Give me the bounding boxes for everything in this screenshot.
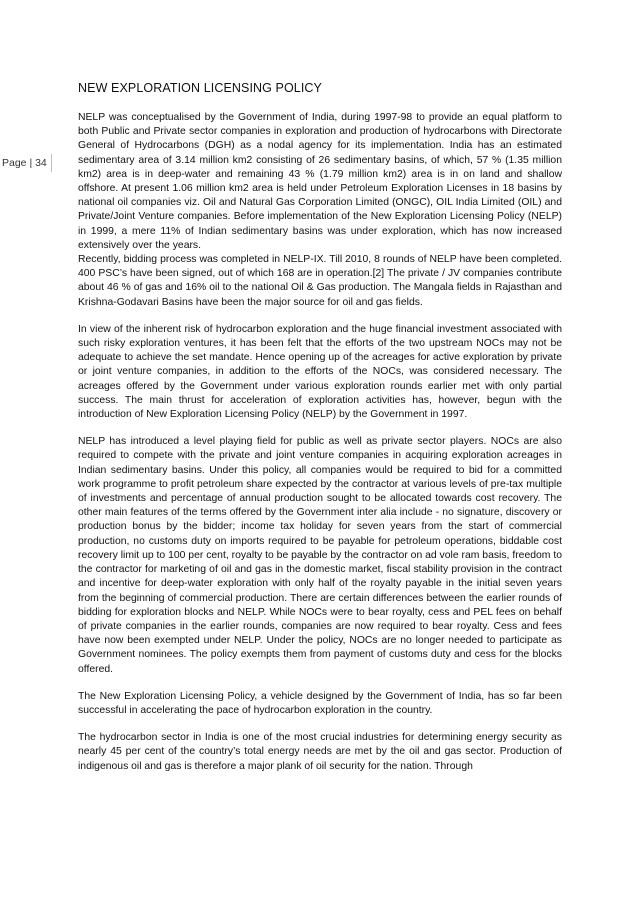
paragraph-exploration-risk: In view of the inherent risk of hydrocarbon exploration and the huge financial investment associated with such risky exploration ventures, it has been felt that the efforts of the two upstream NOCs may not be adequate to achieve the set mandate. Hence opening up of the acreages for active exploration by private or joint venture companies, in addition to the efforts of the NOCs, was considered necessary. The acreages offered by the Government under various exploration rounds earlier met with only partial success. The main thrust for acceleration of exploration activities has, however, begun with the introduction of New Exploration Licensing Policy (NELP) by the Government in 1997. bbox=[78, 323, 562, 421]
document-body bbox=[78, 80, 562, 774]
paragraph-level-playing-field: NELP has introduced a level playing field for public as well as private sector players. NOCs are also required to compete with the private and joint venture companies in acquiring exploration acreages in Indian sedimentary basins. Under this policy, all companies would be required to bid for a committed work programme to profit petroleum share expected by the contractor at various levels of pre-tax multiple of investments and percentage of annual production sought to be allocated towards cost recovery. The other main features of the terms offered by the Government inter alia include - no signature, discovery or production bonus by the bidder; income tax holiday for seven years from the start of commercial production, no customs duty on imports required to be payable for petroleum operations, biddable cost recovery limit up to 100 per cent, royalty to be payable by the contractor on ad vole ram basis, freedom to the contractor for marketing of oil and gas in the domestic market, fiscal stability provision in the contract and incentive for deep-water exploration with only half of the royalty payable in the initial seven years from the beginning of commercial production. There are certain differences between the earlier rounds of bidding for exploration blocks and NELP. While NOCs were to bear royalty, cess and PEL fees on behalf of private companies in the earlier rounds, companies are now required to bear royalty. Cess and fees have now been exempted under NELP. Under the policy, NOCs are no longer needed to participate as Government nominees. The policy exempts them from payment of customs duty and cess for the blocks offered. bbox=[78, 436, 562, 675]
paragraph-hydrocarbon-sector: The hydrocarbon sector in India is one of the most crucial industries for determining energy security as nearly 45 per cent of the country’s total energy needs are met by the oil and gas sector. Production of indigenous oil and gas is therefore a major plank of oil security for the nation. Through bbox=[78, 732, 562, 772]
page-number-label: Page | 34 bbox=[2, 154, 52, 172]
section-title: NEW EXPLORATION LICENSING POLICY bbox=[78, 81, 322, 95]
paragraph-nelp-intro: NELP was conceptualised by the Government of India, during 1997-98 to provide an equal platform to both Public and Private sector companies in exploration and production of hydrocarbons with Directorate General of Hydrocarbons (DGH) as a nodal agency for its implementation. India has an estimated sedimentary area of 3.14 million km2 consisting of 26 sedimentary basins, of which, 57 % (1.35 million km2) area is in deep-water and remaining 43 % (1.79 million km2) area is in on land and shallow offshore. At present 1.06 million km2 area is held under Petroleum Exploration Licenses in 18 basins by national oil companies viz. Oil and Natural Gas Corporation Limited (ONGC), OIL India Limited (OIL) and Private/Joint Venture companies. Before implementation of the New Exploration Licensing Policy (NELP) in 1999, a mere 11% of Indian sedimentary basins was under exploration, which has now increased extensively over the years. bbox=[78, 112, 562, 251]
paragraph-bidding-process: Recently, bidding process was completed in NELP-IX. Till 2010, 8 rounds of NELP have been completed. 400 PSC’s have been signed, out of which 168 are in operation.[2] The private / JV companies contribute about 46 % of gas and 16% oil to the national Oil & Gas production. The Mangala fields in Rajasthan and Krishna-Godavari Basins have been the major source for oil and gas fields. bbox=[78, 254, 562, 308]
paragraph-nelp-success: The New Exploration Licensing Policy, a vehicle designed by the Government of India, has so far been successful in accelerating the pace of hydrocarbon exploration in the country. bbox=[78, 690, 562, 716]
